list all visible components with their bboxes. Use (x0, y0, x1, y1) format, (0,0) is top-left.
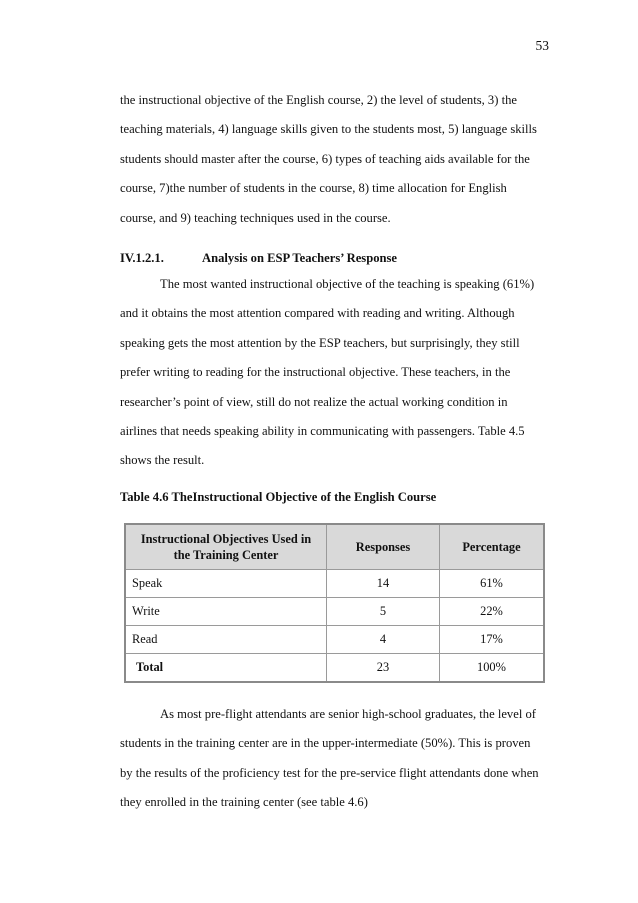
row-responses: 5 (327, 598, 440, 626)
table-total-row (125, 654, 544, 683)
header-objectives: Instructional Objectives Used in the Training Center (125, 524, 327, 570)
objectives-table (124, 523, 545, 683)
table-row (125, 570, 544, 598)
total-percentage: 100% (440, 654, 545, 683)
row-percentage: 17% (440, 626, 545, 654)
analysis-paragraph: The most wanted instructional objective of the teaching is speaking (61%) and it obtains the most attention compared with reading and writing. Although speaking gets the most attention by the ESP teachers, but surprisingly, they still prefer writing to reading for the instructional objective. These teachers, in the researcher’s point of view, still do not realize the actual working condition in airlines that needs speaking ability in communicating with passengers. Table 4.5 shows the result. (120, 277, 535, 468)
row-responses: 14 (327, 570, 440, 598)
row-responses: 4 (327, 626, 440, 654)
section-heading (120, 251, 397, 266)
header-responses: Responses (327, 524, 440, 570)
table-caption: Table 4.6 TheInstructional Objective of the English Course (120, 490, 437, 504)
intro-paragraph: the instructional objective of the English course, 2) the level of students, 3) the teaching materials, 4) language skills given to the students most, 5) language skills students should master after the course, 6) types of teaching aids available for the course, 7)the number of students in the course, 8) time allocation for English course, and 9) teaching techniques used in the course. (120, 93, 537, 225)
row-percentage: 22% (440, 598, 545, 626)
page-number: 53 (535, 38, 549, 53)
row-label: Speak (125, 570, 327, 598)
table-row (125, 598, 544, 626)
table-header-row (125, 524, 544, 570)
row-label: Read (125, 626, 327, 654)
row-percentage: 61% (440, 570, 545, 598)
total-responses: 23 (327, 654, 440, 683)
section-number: IV.1.2.1. (120, 251, 164, 265)
header-percentage: Percentage (440, 524, 545, 570)
table-row (125, 626, 544, 654)
closing-paragraph: As most pre-flight attendants are senior high-school graduates, the level of students in the training center are in the upper-intermediate (50%). This is proven by the results of the proficiency test for the pre-service flight attendants done when they enrolled in the training center (see table 4.6) (120, 707, 539, 810)
total-label: Total (125, 654, 327, 683)
row-label: Write (125, 598, 327, 626)
section-title: Analysis on ESP Teachers’ Response (202, 251, 398, 265)
